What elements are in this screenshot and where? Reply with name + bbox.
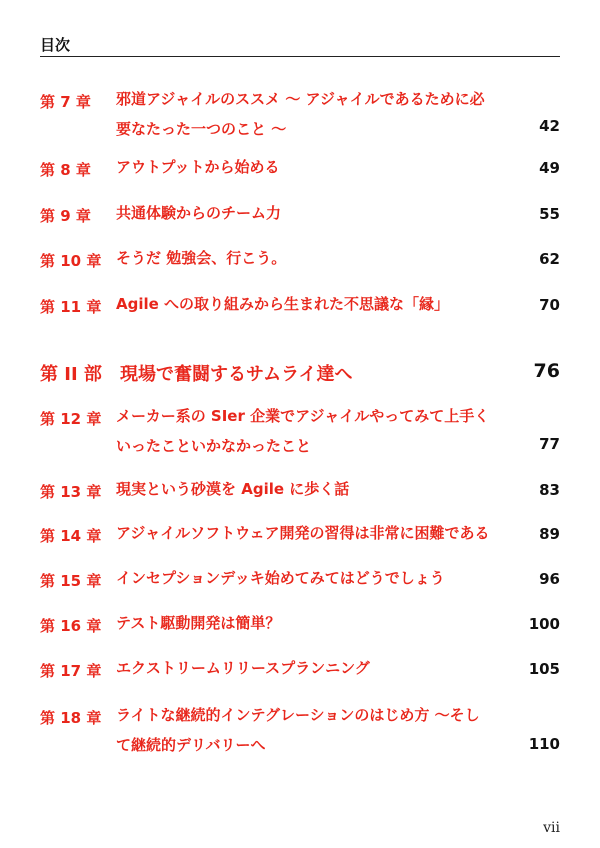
chapter-number: 第 8 章 [40,161,91,179]
chapter-title: テスト駆動開発は簡単？ [116,614,281,632]
chapter-number: 第 18 章 [40,709,102,727]
chapter-title: 現実という砂漠を Agile に歩く話 [116,480,350,498]
chapter-number: 第 7 章 [40,93,91,111]
chapter-number: 第 15 章 [40,572,102,590]
chapter-number: 第 13 章 [40,483,102,501]
chapter-number: 第 12 章 [40,410,102,428]
chapter-title: エクストリームリリースプランニング [116,659,370,677]
part-number: 第 II 部 [40,364,102,385]
chapter-title: 共通体験からのチーム力 [116,204,282,222]
page-number: 70 [539,296,560,314]
page-number: 62 [539,250,560,268]
chapter-number: 第 14 章 [40,527,102,545]
chapter-title: Agile への取り組みから生まれた不思議な「縁」 [116,295,450,313]
chapter-title: アウトプットから始める [116,158,280,176]
chapter-number: 第 9 章 [40,207,91,225]
chapter-title: インセプションデッキ始めてみてはどうでしょう [116,569,445,587]
chapter-title: アジャイルソフトウェア開発の習得は非常に困難である [116,524,490,542]
page-number: 89 [539,525,560,543]
page-number: 96 [539,570,560,588]
chapter-number: 第 10 章 [40,252,102,270]
page-number: 105 [528,660,560,678]
part-page-number: 76 [533,360,560,382]
page-number: 110 [528,735,560,753]
header-rule [40,56,560,57]
chapter-title: 邪道アジャイルのススメ 〜 アジャイルであるために必 要なたった一つのこと 〜 [116,90,485,138]
page-number: 49 [539,159,560,177]
chapter-title: ライトな継続的インテグレーションのはじめ方 〜そし て継続的デリバリーへ [116,706,480,754]
chapter-number: 第 11 章 [40,298,102,316]
page-folio: vii [543,820,560,836]
chapter-number: 第 17 章 [40,662,102,680]
page-number: 83 [539,481,560,499]
page-number: 42 [539,117,560,135]
page-number: 100 [528,615,560,633]
page-number: 55 [539,205,560,223]
part-title: 現場で奮闘するサムライ達へ [120,364,353,385]
page-number: 77 [539,435,560,453]
chapter-title: そうだ 勉強会、行こう。 [116,249,287,267]
toc-heading: 目次 [40,36,71,54]
chapter-number: 第 16 章 [40,617,102,635]
chapter-title: メーカー系の SIer 企業でアジャイルやってみて上手く いったこといかなかったこと [116,407,490,455]
